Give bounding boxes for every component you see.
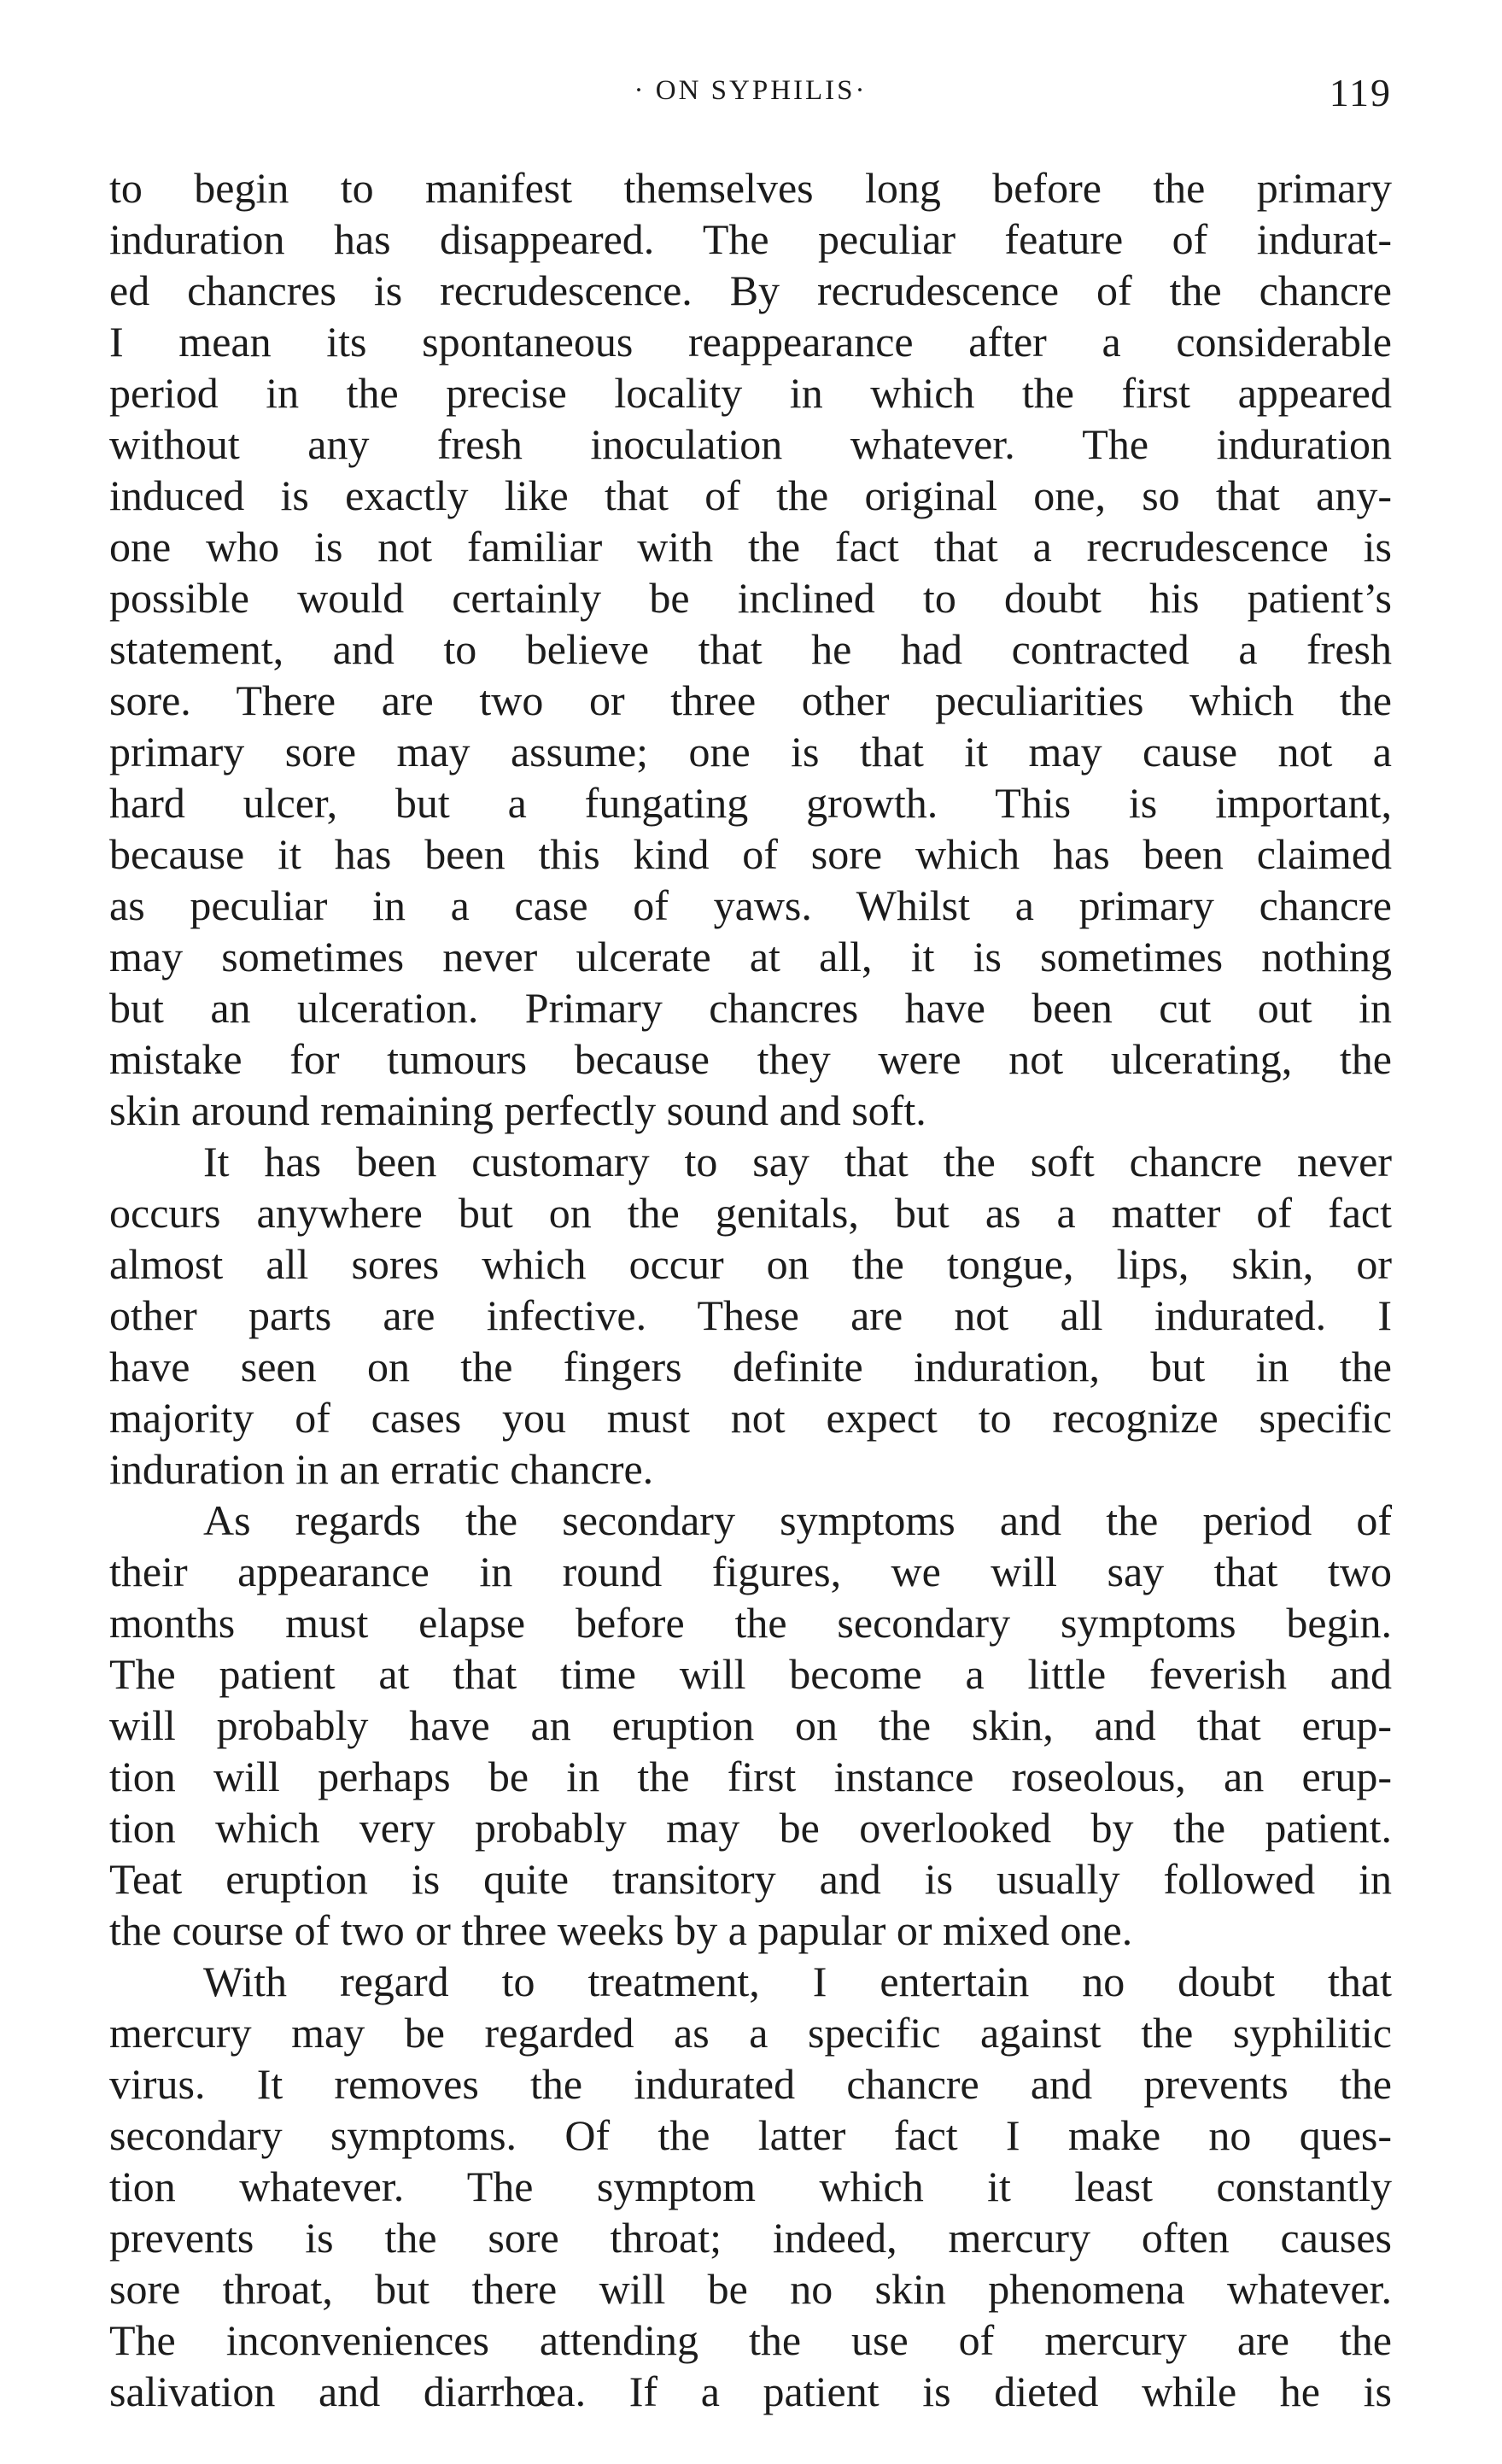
text-line: hard ulcer, but a fungating growth. This is important, (109, 779, 1392, 827)
text-line: will probably have an eruption on the skin, and that erup- (109, 1701, 1392, 1749)
text-line: sore throat, but there will be no skin phenomena whatever. (109, 2265, 1392, 2313)
running-head (109, 70, 1392, 121)
text-line: Teat eruption is quite transitory and is usually followed in (109, 1855, 1392, 1903)
text-line: as peculiar in a case of yaws. Whilst a primary chancre (109, 881, 1392, 929)
text-line: skin around remaining perfectly sound and soft. (109, 1086, 926, 1134)
text-line: induration in an erratic chancre. (109, 1445, 654, 1493)
text-line: I mean its spontaneous reappearance after a considerable (109, 318, 1392, 366)
text-line: statement, and to believe that he had contracted a fresh (109, 625, 1392, 673)
text-line: period in the precise locality in which the first appeared (109, 369, 1392, 417)
text-line: months must elapse before the secondary symptoms begin. (109, 1599, 1392, 1647)
text-line: With regard to treatment, I entertain no doubt that (203, 1958, 1392, 2005)
text-line: prevents is the sore throat; indeed, mercury often causes (109, 2214, 1392, 2262)
text-line: The patient at that time will become a little feverish and (109, 1650, 1392, 1698)
text-line: occurs anywhere but on the genitals, but as a matter of fact (109, 1189, 1392, 1237)
text-line: one who is not familiar with the fact that a recrudescence is (109, 523, 1392, 571)
text-line: sore. There are two or three other peculiarities which the (109, 676, 1392, 724)
text-line: majority of cases you must not expect to recognize specific (109, 1394, 1392, 1442)
page-number: 119 (1329, 71, 1392, 114)
text-line: but an ulceration. Primary chancres have been cut out in (109, 984, 1392, 1032)
text-line: mercury may be regarded as a specific against the syphilitic (109, 2009, 1392, 2057)
body-text (109, 162, 1392, 2417)
text-line: almost all sores which occur on the tongue, lips, skin, or (109, 1240, 1392, 1288)
text-line: ed chancres is recrudescence. By recrudescence of the chancre (109, 266, 1392, 314)
text-line: may sometimes never ulcerate at all, it is sometimes nothing (109, 933, 1392, 980)
text-line: mistake for tumours because they were not ulcerating, the (109, 1035, 1392, 1083)
text-line: have seen on the fingers definite induration, but in the (109, 1343, 1392, 1390)
text-line: without any fresh inoculation whatever. The induration (109, 420, 1392, 468)
text-line: possible would certainly be inclined to doubt his patient’s (109, 574, 1392, 622)
text-line: It has been customary to say that the soft chancre never (203, 1138, 1392, 1185)
text-line: As regards the secondary symptoms and the period of (203, 1496, 1392, 1544)
text-line: their appearance in round figures, we will say that two (109, 1548, 1392, 1595)
text-line: other parts are infective. These are not all indurated. I (109, 1291, 1392, 1339)
text-line: to begin to manifest themselves long before the primary (109, 164, 1392, 212)
text-line: salivation and diarrhœa. If a patient is dieted while he is (109, 2367, 1392, 2415)
text-line: The inconveniences attending the use of mercury are the (109, 2316, 1392, 2364)
text-line: induration has disappeared. The peculiar feature of indurat- (109, 215, 1392, 263)
text-line: the course of two or three weeks by a papular or mixed one. (109, 1906, 1133, 1954)
text-line: virus. It removes the indurated chancre and prevents the (109, 2060, 1392, 2108)
text-line: tion which very probably may be overlooked by the patient. (109, 1804, 1392, 1852)
text-line: because it has been this kind of sore which has been claimed (109, 830, 1392, 878)
text-line: tion whatever. The symptom which it least constantly (109, 2163, 1392, 2210)
text-line: induced is exactly like that of the original one, so that any- (109, 471, 1392, 519)
text-line: primary sore may assume; one is that it may cause not a (109, 728, 1392, 775)
text-line: secondary symptoms. Of the latter fact I make no ques- (109, 2111, 1392, 2159)
text-line: tion will perhaps be in the first instance roseolous, an erup- (109, 1753, 1392, 1800)
running-title: · ON SYPHILIS· (634, 75, 868, 106)
